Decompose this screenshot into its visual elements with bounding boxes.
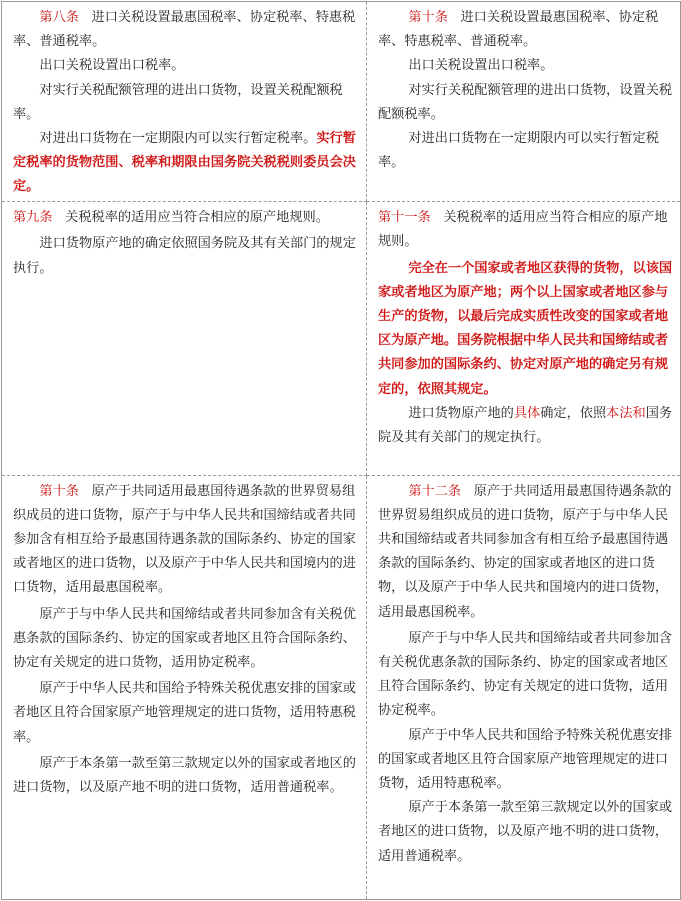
article-heading: 第九条 (13, 210, 53, 226)
article-heading: 第十条 (39, 483, 79, 499)
paragraph: 进口货物原产地的确定依照国务院及其有关部门的规定执行。 (13, 236, 356, 276)
article-text: 进口货物原产地的 (408, 405, 514, 421)
paragraph (378, 402, 674, 450)
article-text: 关税税率的适用应当符合相应的原产地规则。 (65, 210, 329, 226)
old-article-9-cell (2, 202, 367, 475)
paragraph: 原产于本条第一款至第三款规定以外的国家或者地区的进口货物，以及原产地不明的进口货物，适用普通税率。 (13, 755, 356, 795)
paragraph: 对实行关税配额管理的进出口货物，设置关税配额税率。 (378, 82, 673, 122)
new-article-10-cell (367, 2, 681, 202)
highlighted-text: 具体 (513, 405, 541, 421)
article-text: 确定，依照 (540, 405, 607, 421)
paragraph (378, 206, 674, 254)
table-row (2, 202, 681, 475)
old-article-10-cell (2, 475, 367, 899)
paragraph (13, 6, 360, 54)
article-heading: 第十二条 (408, 483, 462, 499)
article-heading: 第八条 (39, 10, 79, 25)
highlighted-text: 本法和 (606, 405, 646, 421)
table-row (2, 2, 681, 202)
article-text: 对进出口货物在一定期限内可以实行暂定税率。 (39, 131, 317, 147)
paragraph: 原产于中华人民共和国给予特殊关税优惠安排的国家或者地区且符合国家原产地管理规定的进口货物，适用特惠税率。 (378, 727, 673, 791)
new-article-12-cell (367, 475, 681, 899)
article-text: 进口关税设置最惠国税率、协定税率、特惠税率、普通税率。 (13, 10, 356, 50)
highlighted-paragraph: 完全在一个国家或者地区获得的货物，以该国家或者地区为原产地；两个以上国家或者地区参与生产的货物，以最后完成实质性改变的国家或者地区为原产地。国务院根据中华人民共和国缔结或者共同参加的国际条约、协定对原产地的确定另有规定的，依照其规定。 (378, 260, 673, 397)
paragraph (378, 6, 674, 54)
paragraph (13, 127, 360, 200)
paragraph (13, 480, 360, 601)
old-article-8-cell (2, 2, 367, 202)
new-article-11-cell (367, 202, 681, 475)
table-row (2, 475, 681, 899)
article-text: 原产于共同适用最惠国待遇条款的世界贸易组织成员的进口货物，原产于与中华人民共和国缔结或者共同参加含有相互给予最惠国待遇条款的国际条约、协定的国家或者地区的进口货物，以及原产于中华人民共和国境内的进口货物，适用最惠国税率。 (13, 483, 356, 596)
paragraph: 对实行关税配额管理的进出口货物，设置关税配额税率。 (13, 82, 343, 122)
article-text: 关税税率的适用应当符合相应的原产地规则。 (378, 210, 668, 250)
highlighted-text: 实行暂定税率的货物范围、税率和期限由国务院关税税则委员会决定。 (13, 131, 356, 195)
paragraph: 对进出口货物在一定期限内可以实行暂定税率。 (378, 131, 659, 171)
paragraph: 出口关税设置出口税率。 (39, 58, 185, 74)
article-text: 进口关税设置最惠国税率、协定税率、特惠税率、普通税率。 (378, 10, 659, 50)
paragraph: 原产于中华人民共和国给予特殊关税优惠安排的国家或者地区且符合国家原产地管理规定的进口货物，适用特惠税率。 (13, 681, 356, 745)
article-heading: 第十条 (408, 10, 448, 25)
paragraph: 原产于与中华人民共和国缔结或者共同参加含有关税优惠条款的国际条约、协定的国家或者地区且符合国际条约、协定有关规定的进口货物，适用协定税率。 (378, 630, 673, 719)
article-heading: 第十一条 (378, 210, 431, 226)
article-text: 原产于共同适用最惠国待遇条款的世界贸易组织成员的进口货物，原产于与中华人民共和国缔结或者共同参加含有相互给予最惠国待遇条款的国际条约、协定的国家或者地区的进口货物，以及原产于中华人民共和国境内的进口货物，适用最惠国税率。 (378, 483, 672, 620)
paragraph: 原产于本条第一款至第三款规定以外的国家或者地区的进口货物，以及原产地不明的进口货物，适用普通税率。 (378, 800, 673, 864)
comparison-table (1, 1, 681, 900)
paragraph: 出口关税设置出口税率。 (408, 58, 554, 74)
paragraph: 原产于与中华人民共和国缔结或者共同参加含有关税优惠条款的国际条约、协定的国家或者地区且符合国际条约、协定有关规定的进口货物，适用协定税率。 (13, 606, 356, 670)
article-text: 国务院及其有关部门的规定执行。 (378, 405, 673, 446)
paragraph (378, 480, 674, 625)
paragraph (13, 206, 360, 230)
